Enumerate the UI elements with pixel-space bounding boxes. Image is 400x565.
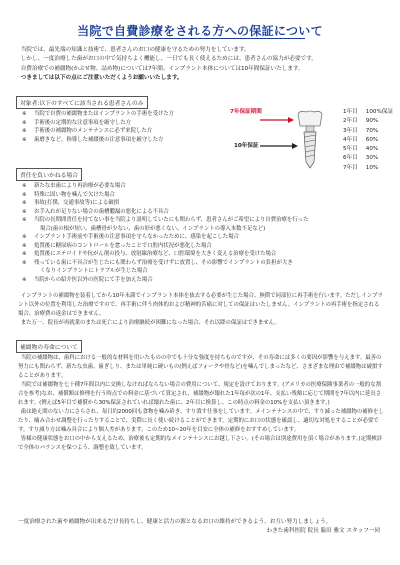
warranty-rate: 100%保証 [365, 109, 393, 115]
warranty-row [343, 145, 393, 154]
body-paragraph: 当院では補綴物を七十種7年間以内に交換しなければならない場合の費用について、規定を設けております。(アメリカの医療保険事業者の一般的な割合を参考)なお、補償額は修理を行う時点での料金に基づいて算定され、補綴物が壊れた1年毎が次の1年、支払い残額に応じて期間を7年以内に延長されます。(例えば5年目で補償から30%保証されていれば壊れた歯に、2年目に換算し、この時点の料金の10%を支払い頂きます。) [18, 382, 382, 406]
warranty-row [343, 117, 393, 126]
warranty-row [343, 164, 393, 173]
clinic-signature: わきた歯科医院 院長 脇田 雅文 スタッフ一同 [266, 528, 380, 534]
warranty-row [343, 154, 393, 163]
list-item: ※ 手術後の定期的な注意事項を厳守した方 [22, 119, 227, 128]
intro-paragraph: 当院では、最先端の知識と技術で、患者さんのお口の健康を守るための努力をしています。 [20, 47, 250, 53]
body-paragraph: 皆様の健康状態をお口の中から支えるため、治療後も定期的なメインテナンスにお越し下さい。(その場合は別途費用を頂く場合があります。)定期検診で全体のバランスを保つよう、調整を致しています。 [18, 436, 383, 451]
list-item: ※ 処置後にステロイドや抗がん剤の投与、放射線治療など、口腔環境を大きく変える治療を受けた場合 [22, 250, 386, 259]
intro-paragraph: しかし、一度治療した歯がお口の中で気持ちよく機能し、一日でも長く使えるためには、患者さんの協力が必要です。 [20, 56, 317, 63]
implant-paragraph [18, 292, 384, 328]
implant-illustration [230, 110, 340, 170]
exempt-section-heading: 責任を負いかねる場合 [16, 168, 82, 181]
list-item: ※ 処置後に糖尿病のコントロールを怠ったことで口腔内状況が悪化した場合 [22, 242, 386, 251]
list-item: ※ インプラント手術前や手術後の注意事項を守らなかったために、感染を起こした場合 [22, 233, 386, 242]
list-item: ※ 新たな虫歯により再治療が必要な場合 [22, 182, 386, 191]
warranty-rate: 90% [365, 118, 379, 125]
warranty-row [343, 136, 393, 145]
warranty-year: 5年目 [343, 146, 358, 153]
body-paragraph: また万一、院長が再就業のまたは死亡により治療継続が困難になった場合、それ以降の保証はできません。 [20, 320, 280, 326]
list-item: ※ お手入れが足りない場合の歯槽膿漏の悪化による不具合 [22, 208, 386, 217]
footer [18, 518, 384, 536]
intro-text [18, 46, 384, 84]
list-item-continuation: 場合(歯の根が短い、歯槽骨が少ない、歯の形が悪くない、インプラントの導入本数不足など) [40, 225, 266, 232]
title-underline [95, 38, 305, 39]
warranty-row [343, 108, 393, 117]
list-item: ※ 残っている歯に不具合が生じたにも関わらず治療を受けずに放置し、その影響でインプラントの負担が大き [22, 259, 386, 268]
list-item: ※ 特殊に固い物を噛んで欠けた場合 [22, 191, 386, 200]
list-item: ※ 当院の長期間責任を持てない事を当院より説明していたにも関わらず、患者さんがご希望により自費治療を行った [22, 216, 386, 225]
list-item: ※ 事故(打撲、交通事故等)による破損 [22, 199, 386, 208]
body-paragraph: インプラントの補綴物を装着してから10年未満でインプラント本体を抜去する必要が生じた場合、無償で同部位に再手術を行います。ただしインプラント以外の位置を利用した治療ですので、再手術に伴う肉体的および精神的苦痛に対しての保証はいたしません。インプラントの再手術を指定される場合、治療費の返金はできません。 [18, 293, 383, 317]
warranty-rate: 40% [365, 146, 379, 153]
warranty-year: 1年目 [343, 109, 358, 115]
warranty-year: 6年目 [343, 155, 358, 162]
warranty-table [343, 108, 393, 173]
target-list [22, 110, 227, 144]
closing-text: 一度治療された歯や補綴物が出来るだけ長持ちし、健康と活力の源となるお口の維持ができるよう、お互い努力しましょう。 [18, 519, 332, 525]
page-title: 当院で自費診療をされる方への保証について [77, 24, 323, 38]
exempt-list [22, 182, 386, 284]
body-paragraph: 当院の補綴物は、歯科における一般的な材料を用いたものの中でも十分な強度を持ちものですが、その寿命には多くの要因が影響を与えます。最善の努力にも関わらず、新たな虫歯、歯ぎしり、または単純に硬いもの(例えばフォークや骨など)を噛んでしまったなど、さまざまな理由で補綴物は破損することがあります。 [18, 355, 383, 379]
intro-paragraph: つきましては以下の点にご注意いただくようお願いいたします。 [20, 75, 183, 82]
prosthesis-warranty-label: 7年保証期間 [230, 109, 262, 115]
warranty-rate: 10% [365, 164, 379, 171]
warranty-rate: 70% [365, 127, 379, 134]
lifespan-text [18, 354, 384, 453]
intro-paragraph: 自費治療での補綴物(かぶせ物、詰め物)については7年間、インプラント本体については10年間保証いたします。 [20, 65, 304, 72]
list-item: ※ 手術後の補綴物のメンテナンスに必ず来院した方 [22, 127, 227, 136]
warranty-rate: 30% [365, 155, 379, 162]
warranty-year: 3年目 [343, 127, 358, 134]
implant-warranty-label: 10年保証 [234, 143, 259, 149]
list-item: ※ 当院で自費の補綴物またはインプラントの手術を受けた方 [22, 110, 227, 119]
warranty-year: 2年目 [343, 118, 358, 125]
tooth-crown-icon [298, 111, 322, 126]
warranty-row [343, 127, 393, 136]
warranty-year: 4年目 [343, 136, 358, 143]
body-paragraph: 歯は絶え間のない力にさらされ、毎日約2000回も食物を噛み砕き、すり潰す仕事をしています。メインテナンスの中で、すり減った補綴物の補修をしたり、嚙み合わせ調整を行ったりすることで、実際に長く使い続けることができます。定期的にお口の状態を確認し、適切な対処をすることが必要です。すり減り方は噛み具合により個人差があります。このため10~20年を目安に全体の補修をおすすめしています。 [18, 409, 384, 433]
target-section-heading: 対象者:以下のすべてに該当される患者さんのみ [16, 96, 148, 109]
list-item: ※ 当院からの紹介医以外の医院にて手を加えた場合 [22, 276, 386, 285]
implant-screw-icon [304, 126, 316, 168]
warranty-year: 7年目 [343, 164, 358, 171]
warranty-rate: 60% [365, 136, 379, 143]
list-item-continuation: くなりインプラントにトラブルが生じた場合 [40, 268, 148, 274]
list-item: ※ 歯磨きなど、指導した補綴後の注意事項を厳守した方 [22, 136, 227, 145]
lifespan-section-heading: 補綴物の寿命について [16, 340, 82, 353]
arrow-icon [260, 117, 298, 149]
